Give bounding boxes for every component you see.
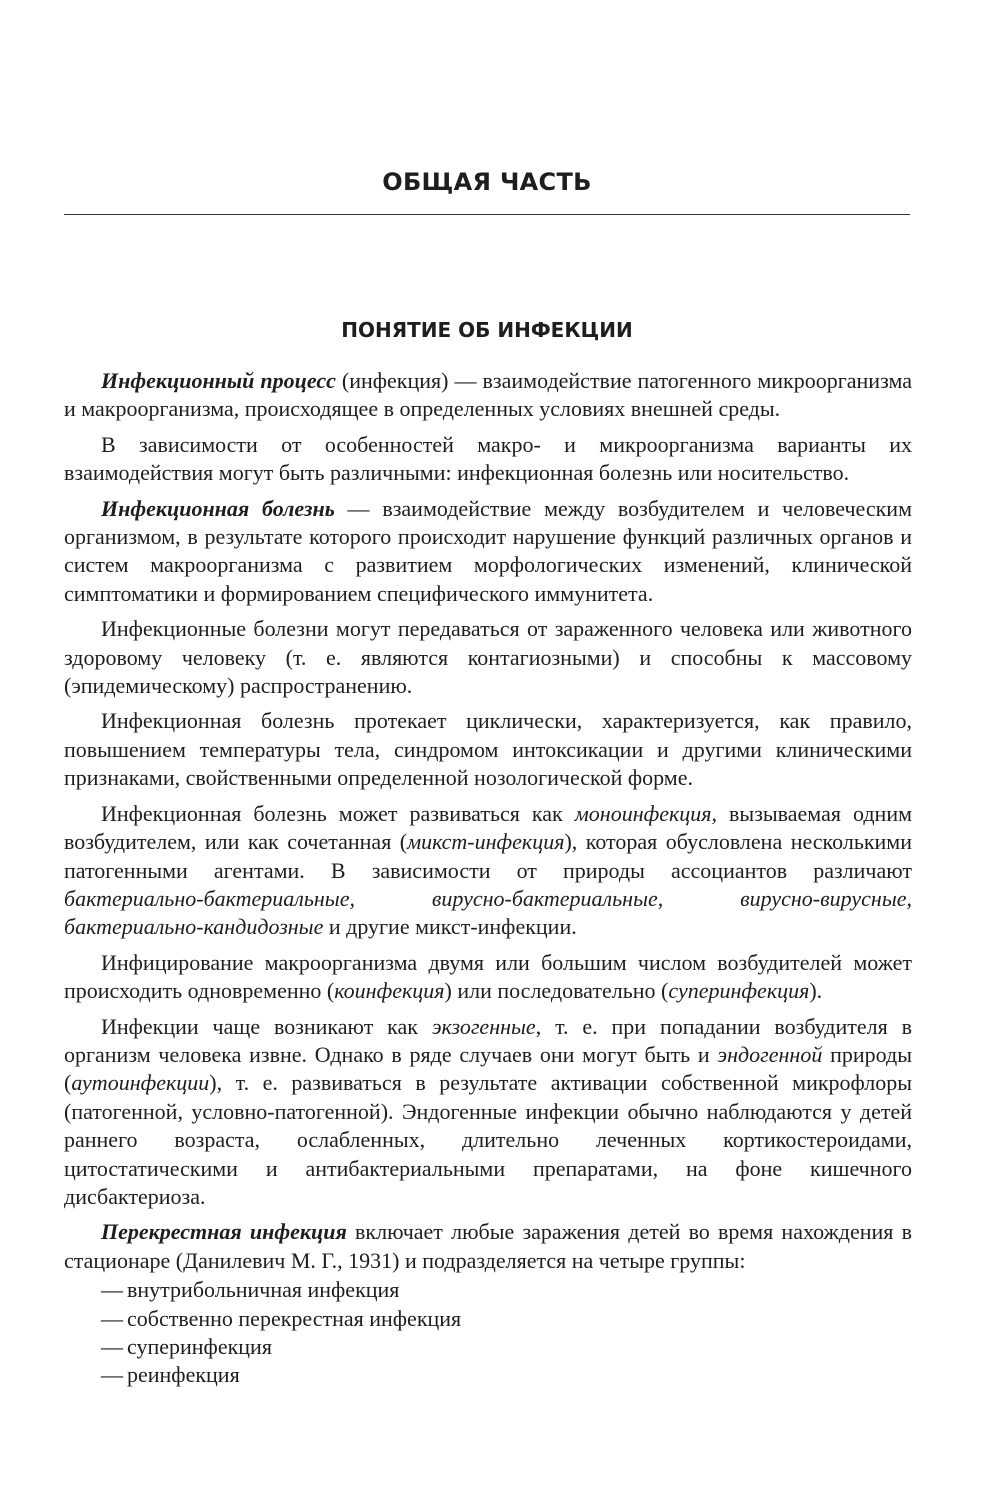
paragraph-cross-infection bbox=[64, 1218, 912, 1275]
term-infectious-process: Инфекционный процесс bbox=[101, 368, 336, 393]
paragraph-cyclic-course bbox=[64, 707, 912, 792]
list-item bbox=[101, 1361, 912, 1389]
list-item-label: внутрибольничная инфекция bbox=[127, 1277, 400, 1303]
text-run: вызываемая одним возбудителем, или как сочетанная ( bbox=[64, 800, 913, 855]
paragraph-infectious-process bbox=[64, 367, 912, 424]
text-run: ). bbox=[809, 978, 823, 1004]
list-item-label: реинфекция bbox=[127, 1362, 240, 1388]
text-run: ), т. е. развиваться в результате активации собственной микрофлоры (патогенной, условно-патогенной). Эндогенные инфекции обычно наблюдаются у детей раннего возраста, ослабленных, длительно леченных кортикостероидами, цитостатическими и антибактериальными препаратами, на фоне кишечного дисбактериоза. bbox=[64, 1070, 912, 1209]
text-run: , т. е. при попадании возбудителя в организм человека извне. Однако в ряде случаев они могут быть и bbox=[64, 1013, 912, 1067]
italic-term: бактериально-бактериальные, вирусно-бактериальные, вирусно-вирусные, бактериально-кандидозные bbox=[64, 885, 912, 940]
paragraph-text: В зависимости от особенностей макро- и микроорганизма варианты их взаимодействия могут быть различными: инфекционная болезнь или носительство. bbox=[64, 431, 912, 486]
dash-marker: — bbox=[101, 1362, 123, 1388]
list-item bbox=[101, 1305, 912, 1333]
dash-marker: — bbox=[101, 1334, 123, 1359]
body-text bbox=[64, 367, 912, 1390]
paragraph-interaction-variants bbox=[64, 431, 912, 488]
paragraph-mixed-infection bbox=[64, 800, 912, 942]
title-divider bbox=[64, 214, 910, 215]
list-item-label: собственно перекрестная инфекция bbox=[127, 1305, 462, 1331]
term-cross-infection: Перекрестная инфекция bbox=[101, 1219, 347, 1245]
paragraph-text: (инфекция) — взаимодействие патогенного микроорганизма и макроорганизма, происходящее в определенных условиях внешней среды. bbox=[64, 368, 912, 422]
paragraph-text: включает любые заражения детей во время нахождения в стационаре (Данилевич М. Г., 1931) и подразделяется на четыре группы: bbox=[64, 1219, 913, 1273]
list-item bbox=[101, 1276, 912, 1304]
part-title: ОБЩАЯ ЧАСТЬ bbox=[382, 168, 592, 196]
text-run: ), которая обусловлена несколькими патогенными агентами. В зависимости от природы ассоциантов различают bbox=[64, 829, 913, 883]
italic-term: эндогенной bbox=[717, 1041, 823, 1067]
paragraph-coinfection bbox=[64, 949, 912, 1006]
italic-term: коинфекция bbox=[334, 978, 445, 1004]
italic-term: суперинфекция bbox=[668, 978, 810, 1004]
text-run: природы ( bbox=[64, 1041, 912, 1096]
text-run: Инфекции чаще возникают как bbox=[101, 1013, 432, 1039]
paragraph-text: Инфекционная болезнь протекает циклически, характеризуется, как правило, повышением температуры тела, синдромом интоксикации и другими клиническими признаками, свойственными определенной нозологической форме. bbox=[64, 708, 912, 791]
paragraph-text: Инфекционные болезни могут передаваться от зараженного человека или животного здоровому человеку (т. е. являются контагиозными) и способны к массовому (эпидемическому) распространению. bbox=[64, 616, 912, 699]
list-item-label: суперинфекция bbox=[127, 1334, 272, 1359]
paragraph-contagiousness bbox=[64, 615, 912, 700]
italic-term: аутоинфекции bbox=[71, 1070, 210, 1096]
paragraph-text: — взаимодействие между возбудителем и человеческим организмом, в результате которого происходит нарушение функций различных органов и систем макроорганизма с развитием морфологических изменений, клинической симптоматики и формированием специфического иммунитета. bbox=[64, 495, 912, 606]
text-run: Инфекционная болезнь может развиваться как bbox=[101, 800, 575, 826]
text-run: Инфицирование макроорганизма двумя или большим числом возбудителей может происходить одновременно ( bbox=[64, 949, 912, 1004]
dash-marker: — bbox=[101, 1277, 123, 1303]
cross-infection-groups-list bbox=[64, 1276, 912, 1390]
list-item bbox=[101, 1333, 912, 1361]
paragraph-exogenous-endogenous bbox=[64, 1013, 912, 1212]
dash-marker: — bbox=[101, 1305, 123, 1331]
section-title: ПОНЯТИЕ ОБ ИНФЕКЦИИ bbox=[341, 318, 633, 342]
text-run: и другие микст-инфекции. bbox=[323, 914, 577, 940]
italic-term: микст-инфекция bbox=[407, 829, 565, 855]
text-run: ) или последовательно ( bbox=[444, 978, 669, 1004]
italic-term: моноинфекция, bbox=[574, 800, 718, 826]
italic-term: экзогенные bbox=[431, 1013, 536, 1039]
term-infectious-disease: Инфекционная болезнь bbox=[101, 495, 335, 521]
paragraph-infectious-disease bbox=[64, 495, 912, 609]
